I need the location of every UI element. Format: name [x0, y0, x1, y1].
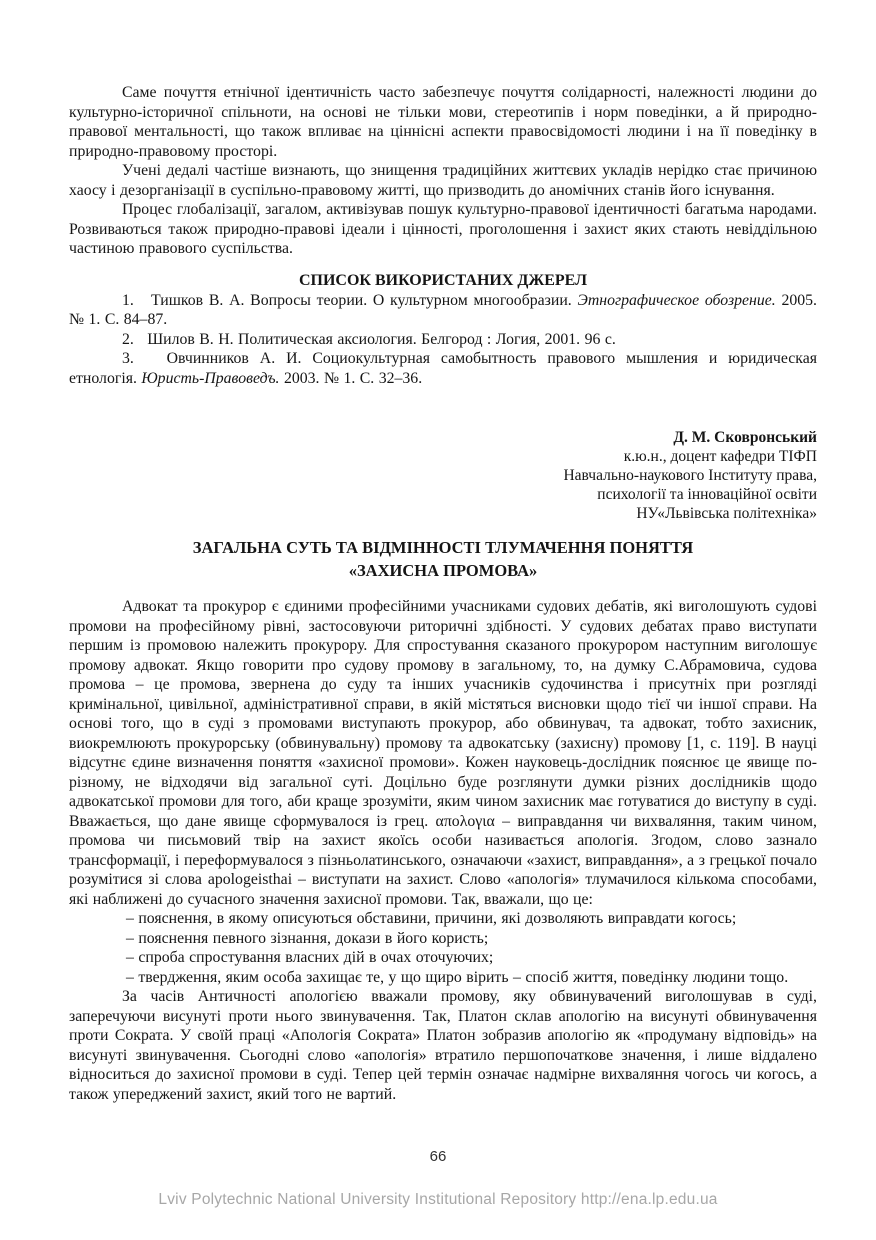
article-body-paragraph: Адвокат та прокурор є єдиними професійними учасниками судових дебатів, які виголошують судові промови на професійному рівні, застосовуючи риторичні здібності. У судових дебатах право виступати першим із промовою належить прокурору. Для спростування сказаного прокурором наступним виголошує промову адвокат. Якщо говорити про судову промову в загальному, то, на думку С.Абрамовича, судова промова – це промова, звернена до суду та інших учасників судочинства і присутніх при розгляді кримінальної, цивільної, адміністративної справи, в якій містяться висновки щодо тієї чи іншої справи. На основі того, що в суді з промовами виступають прокурор, або обвинувач, та адвокат, тобто захисник, виокремлюють прокурорську (обвинувальну) промову та адвокатську (захисну) промову [1, с. 119]. В науці відсутнє єдине визначення поняття «захисної промови». Кожен науковець-дослідник пояснює це явище по-різному, не відходячи від загальної суті. Доцільно буде розглянути думки різних дослідників щодо адвокатської промови для того, аби краще зрозуміти, яким чином захисник має готуватися до виступу в суді. Вважається, що дане явище сформувалося із грец. απολογια – виправдання чи вихваляння, таким чином, промова чи письмовий твір на захист якоїсь особи називається апологія. Згодом, слово зазнало трансформації, і переформувалося з пізньолатинського, означаючи «захист, виправдання», а з грецької почало розумітися зі слова apologeisthai – виступати на захист. Слово «апологія» тлумачилося кількома способами, які наближені до сучасного значення захисної промови. Так, вважали, що це: — [69, 598, 817, 908]
author-affiliation-line: к.ю.н., доцент кафедри ТІФП — [623, 448, 817, 465]
reference-journal-italic: Этнографическое обозрение. — [577, 291, 776, 309]
apology-definitions-list — [69, 909, 817, 987]
reference-tail: 2005. № 1. С. 84–87. — [69, 291, 817, 328]
author-affiliation-line: психології та інноваційної освіти — [597, 486, 817, 503]
reference-item — [69, 349, 817, 388]
reference-item — [69, 291, 817, 330]
paragraph: Саме почуття етнічної ідентичність часто забезпечує почуття солідарності, належності людини до культурно-історичної спільноти, на основі не тільки мови, стереотипів і норм поведінки, а й природно-правової ментальності, що також впливає на ціннісні аспекти правосвідомості людини і на її поведінку в природно-правовому просторі. — [69, 84, 817, 160]
reference-text: 2. Шилов В. Н. Политическая аксиология. Белгород : Логия, 2001. 96 с. — [122, 330, 616, 348]
closing-paragraph: За часів Античності апологією вважали промову, яку обвинувачений виголошував в суді, заперечуючи висунуті проти нього звинувачення. Так, Платон склав апологію на висунуті обвинувачення проти Сократа. У своїй праці «Апологія Сократа» Платон зобразив апологію як «продуману відповідь» на висунуті звинувачення. Сьогодні слово «апологія» втратило першопочаткове значення, і лише віддалено відноситься до захисної промови в суді. Тепер цей термін означає надмірне вихваляння чогось чи когось, а також упереджений захист, який того не вартий. — [69, 988, 817, 1103]
paragraph: Процес глобалізації, загалом, активізував пошук культурно-правової ідентичності багатьма народами. Розвиваються також природно-правові ідеали і цінності, проголошення і захист яких стають невіддільною частиною правового суспільства. — [69, 201, 817, 257]
article-title-line: ЗАГАЛЬНА СУТЬ ТА ВІДМІННОСТІ ТЛУМАЧЕННЯ ПОНЯТТЯ — [192, 538, 694, 557]
reference-item — [69, 330, 817, 350]
repository-footer: Lviv Polytechnic National University Institutional Repository http://ena.lp.edu.ua — [158, 1191, 718, 1208]
sources-heading: СПИСОК ВИКОРИСТАНИХ ДЖЕРЕЛ — [298, 271, 588, 289]
article-title — [69, 536, 817, 582]
author-name: Д. М. Сковронський — [673, 429, 817, 446]
list-item: – спроба спростування власних дій в очах оточуючих; — [126, 949, 494, 966]
paragraph: Учені дедалі частіше визнають, що знищення традиційних життєвих укладів нерідко стає причиною хаосу і дезорганізації в суспільно-правовому житті, що призводить до аномічних станів його існування. — [69, 162, 817, 199]
reference-tail: 2003. № 1. С. 32–36. — [279, 369, 423, 387]
page-number: 66 — [429, 1148, 447, 1165]
list-item: – пояснення певного зізнання, докази в його користь; — [126, 929, 489, 947]
reference-journal-italic: Юристь-Правоведъ. — [141, 369, 280, 387]
author-block — [69, 428, 817, 523]
list-item: – твердження, яким особа захищає те, у що щиро вірить – спосіб життя, поведінку людини тощо. — [126, 968, 789, 986]
author-affiliation-line: НУ«Львівська політехніка» — [636, 505, 817, 522]
author-affiliation-line: Навчально-наукового Інституту права, — [563, 467, 817, 484]
reference-text: 1. Тишков В. А. Вопросы теории. О культурном многообразии. — [122, 291, 578, 309]
reference-text: 3. Овчинников А. И. Социокультурная самобытность правового мышления и юридическая етнологія. — [69, 350, 817, 387]
list-item: – пояснення, в якому описуються обставини, причини, які дозволяють виправдати когось; — [126, 910, 737, 927]
article-title-line: «ЗАХИСНА ПРОМОВА» — [348, 561, 538, 580]
